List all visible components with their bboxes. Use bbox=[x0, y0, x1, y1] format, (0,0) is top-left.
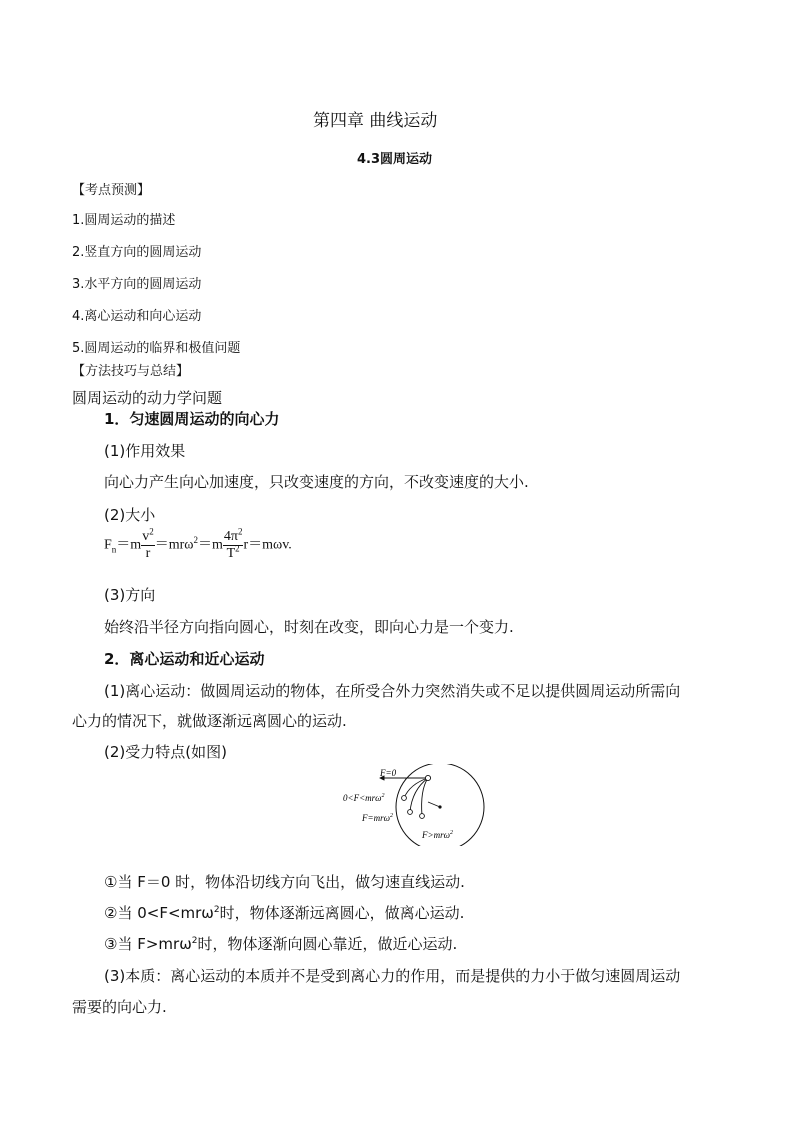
fraction-4pi2-T2: $\frac{4\pi^2}{T^2}$ bbox=[223, 526, 243, 561]
case-3-text: ③当 F>mrω$^2$时，物体逐渐向圆心靠近，做近心运动. bbox=[104, 935, 458, 953]
preview-item-5: 5.圆周运动的临界和极值问题 bbox=[72, 341, 241, 356]
section-1-sub-magnitude: (2)大小 bbox=[104, 506, 156, 524]
center-point bbox=[438, 805, 441, 808]
section-2-force-features: (2)受力特点(如图) bbox=[104, 743, 227, 761]
label-f-zero: F=0 bbox=[380, 768, 397, 778]
essence-line-2: 需要的向心力. bbox=[72, 998, 167, 1016]
centripetal-path bbox=[422, 778, 428, 816]
chapter-title: 第四章 曲线运动 bbox=[313, 111, 438, 131]
label-f-less: 0<F<mrω$^2$ bbox=[343, 793, 385, 803]
preview-heading: 【考点预测】 bbox=[72, 183, 151, 198]
centripetal-force-formula: $F_n=m$ $\frac{v^2}{r}$ ＝mrω$^2$＝m $\frac{4\pi^2}{T^2}$ r＝mωv. bbox=[104, 526, 292, 561]
methods-topic: 圆周运动的动力学问题 bbox=[72, 389, 223, 407]
centrifugal-motion-diagram bbox=[340, 764, 490, 846]
essence-line-1: (3)本质：离心运动的本质并不是受到离心力的作用，而是提供的力小于做匀速圆周运动 bbox=[104, 967, 681, 985]
label-f-greater: F>mrω$^2$ bbox=[422, 830, 453, 840]
section-1-title: 1．匀速圆周运动的向心力 bbox=[104, 410, 280, 428]
object-marker bbox=[402, 796, 407, 801]
section-title: 4.3圆周运动 bbox=[357, 152, 433, 167]
preview-item-1: 1.圆周运动的描述 bbox=[72, 213, 176, 228]
section-1-sub-direction: (3)方向 bbox=[104, 586, 156, 604]
case-2-text: ②当 0<F<mrω$^2$时，物体逐渐远离圆心，做离心运动. bbox=[104, 904, 465, 922]
radius-line bbox=[428, 802, 440, 807]
fraction-v2-r: $\frac{v^2}{r}$ bbox=[142, 526, 154, 561]
section-2-title: 2．离心运动和近心运动 bbox=[104, 650, 265, 668]
section-2-centrifugal-line-2: 心力的情况下，就做逐渐远离圆心的运动. bbox=[72, 712, 347, 730]
section-1-sub-effect: (1)作用效果 bbox=[104, 442, 186, 460]
section-2-centrifugal-line-1: (1)离心运动：做圆周运动的物体，在所受合外力突然消失或不足以提供圆周运动所需向 bbox=[104, 682, 681, 700]
methods-heading: 【方法技巧与总结】 bbox=[72, 364, 190, 379]
preview-item-4: 4.离心运动和向心运动 bbox=[72, 309, 202, 324]
section-1-effect-text: 向心力产生向心加速度，只改变速度的方向，不改变速度的大小. bbox=[104, 473, 529, 491]
label-f-equal: F=mrω$^2$ bbox=[362, 813, 393, 823]
object-marker bbox=[420, 814, 425, 819]
preview-item-3: 3.水平方向的圆周运动 bbox=[72, 277, 202, 292]
section-1-direction-text: 始终沿半径方向指向圆心，时刻在改变，即向心力是一个变力. bbox=[104, 618, 514, 636]
case-1-text: ①当 F＝0 时，物体沿切线方向飞出，做匀速直线运动. bbox=[104, 873, 465, 891]
preview-item-2: 2.竖直方向的圆周运动 bbox=[72, 245, 202, 260]
object-marker bbox=[408, 810, 413, 815]
object-marker bbox=[425, 775, 430, 780]
